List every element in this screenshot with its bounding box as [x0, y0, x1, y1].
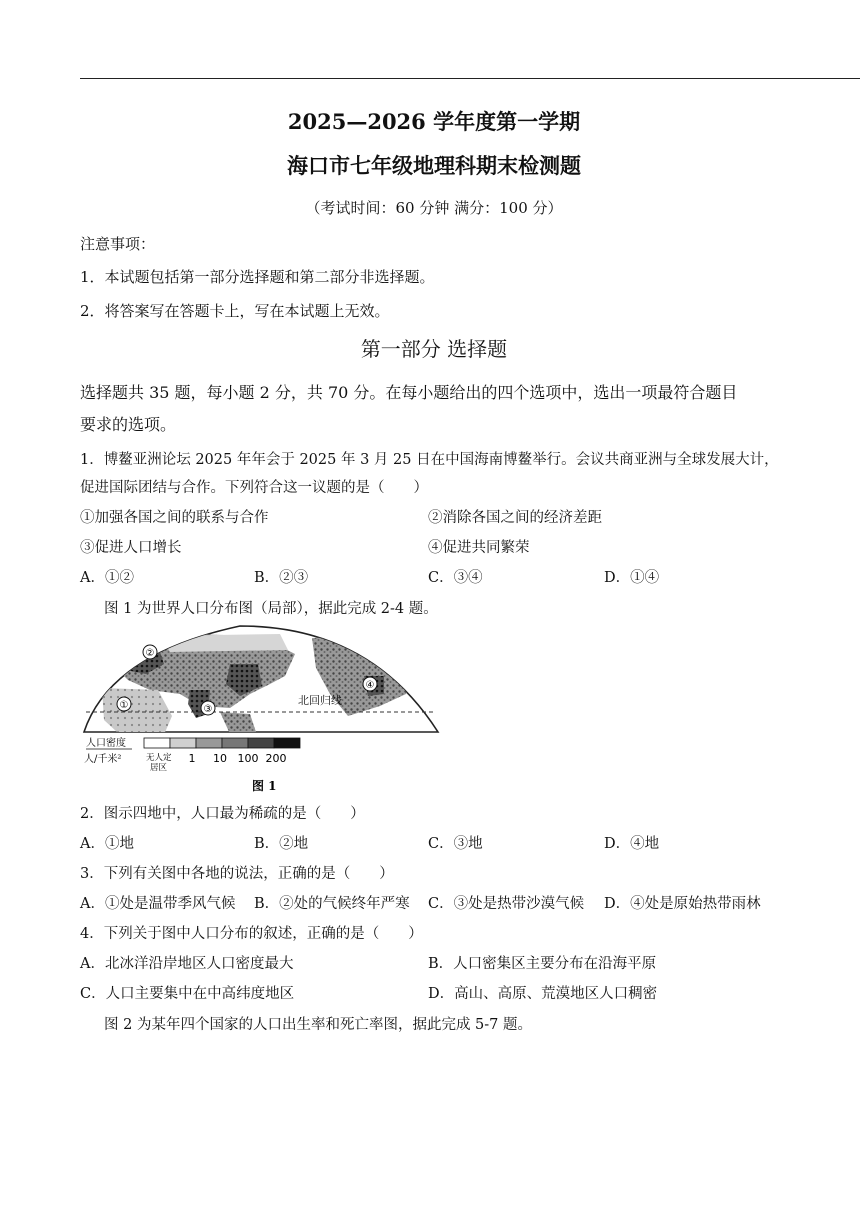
- legend-swatch-0: [144, 738, 170, 748]
- q1-option-b: B．②③: [254, 570, 309, 586]
- population-map: [80, 624, 442, 800]
- q2-option-d: D．④地: [604, 836, 660, 852]
- tropic-label: 北回归线: [298, 694, 342, 707]
- q1-item: ①加强各国之间的联系与合作: [80, 510, 269, 526]
- legend-swatch-4: [248, 738, 274, 748]
- q4-stem: 4．下列关于图中人口分布的叙述，正确的是（ ）: [80, 926, 423, 942]
- exam-title: 海口市七年级地理科期末检测题: [287, 153, 581, 178]
- population-map-figure: [80, 624, 442, 800]
- q1-option-a: A．①②: [80, 570, 134, 586]
- q1-option-d: D．①④: [604, 570, 660, 586]
- q2-stem: 2．图示四地中，人口最为稀疏的是（ ）: [80, 806, 365, 822]
- exam-info: （考试时间：60 分钟 满分：100 分）: [305, 199, 563, 217]
- q4-option-b: B．人口密集区主要分布在沿海平原: [428, 956, 657, 972]
- marker-4-label: ④: [365, 680, 375, 691]
- q1-option-c: C．③④: [428, 570, 483, 586]
- q3-option-d: D．④处是原始热带雨林: [604, 896, 761, 912]
- marker-2-label: ②: [145, 648, 155, 659]
- section-title: 第一部分 选择题: [360, 337, 508, 361]
- note-item: 1．本试题包括第一部分选择题和第二部分非选择题。: [80, 268, 435, 286]
- figure2-lead: 图 2 为某年四个国家的人口出生率和死亡率图，据此完成 5-7 题。: [104, 1017, 533, 1033]
- q3-stem: 3．下列有关图中各地的说法，正确的是（ ）: [80, 866, 394, 882]
- landmass-greenland: [380, 630, 424, 654]
- q3-option-b: B．②处的气候终年严寒: [254, 896, 410, 912]
- q4-option-c: C．人口主要集中在中高纬度地区: [80, 986, 295, 1002]
- q1-stem: 1．博鳌亚洲论坛 2025 年年会于 2025 年 3 月 25 日在中国海南博鳌举行。会议共商亚洲与全球发展大计，: [80, 452, 779, 468]
- section-intro: 要求的选项。: [80, 415, 177, 434]
- legend-tick: 100: [237, 752, 259, 765]
- legend-title: 人口密度: [86, 738, 126, 749]
- notes-heading: 注意事项：: [80, 235, 156, 253]
- legend-tick: 200: [265, 752, 287, 765]
- legend-uninhabited: 无人定: [146, 753, 172, 763]
- marker-3-label: ③: [203, 704, 213, 715]
- legend-swatch-1: [170, 738, 196, 748]
- q4-option-a: A．北冰洋沿岸地区人口密度最大: [80, 956, 294, 972]
- figure1-caption: 图 1: [252, 779, 277, 793]
- note-item: 2．将答案写在答题卡上，写在本试题上无效。: [80, 302, 390, 320]
- legend-swatch-2: [196, 738, 222, 748]
- q1-item: ②消除各国之间的经济差距: [428, 510, 602, 526]
- q1-stem: 促进国际团结与合作。下列符合这一议题的是（ ）: [80, 480, 428, 496]
- figure1-lead: 图 1 为世界人口分布图（局部），据此完成 2-4 题。: [104, 601, 438, 617]
- legend-unit: 人/千米²: [84, 754, 122, 765]
- legend-swatch-5: [274, 738, 300, 748]
- marker-1-label: ①: [119, 700, 129, 711]
- q1-item: ③促进人口增长: [80, 540, 182, 556]
- legend-swatch-3: [222, 738, 248, 748]
- legend-uninhabited-2: 居区: [150, 763, 168, 773]
- header-rule: [80, 78, 860, 79]
- q3-option-c: C．③处是热带沙漠气候: [428, 896, 585, 912]
- q2-option-b: B．②地: [254, 836, 309, 852]
- exam-title-year: 2025—2026 学年度第一学期: [287, 109, 581, 134]
- q2-option-a: A．①地: [80, 836, 134, 852]
- q1-item: ④促进共同繁荣: [428, 540, 530, 556]
- legend-tick: 10: [213, 752, 227, 765]
- section-intro: 选择题共 35 题，每小题 2 分，共 70 分。在每小题给出的四个选项中，选出一项最符合题目: [80, 383, 738, 402]
- legend-tick: 1: [188, 752, 196, 765]
- q4-option-d: D．高山、高原、荒漠地区人口稠密: [428, 986, 658, 1002]
- landmass-siberia: [160, 634, 288, 652]
- q2-option-c: C．③地: [428, 836, 483, 852]
- q3-option-a: A．①处是温带季风气候: [80, 896, 236, 912]
